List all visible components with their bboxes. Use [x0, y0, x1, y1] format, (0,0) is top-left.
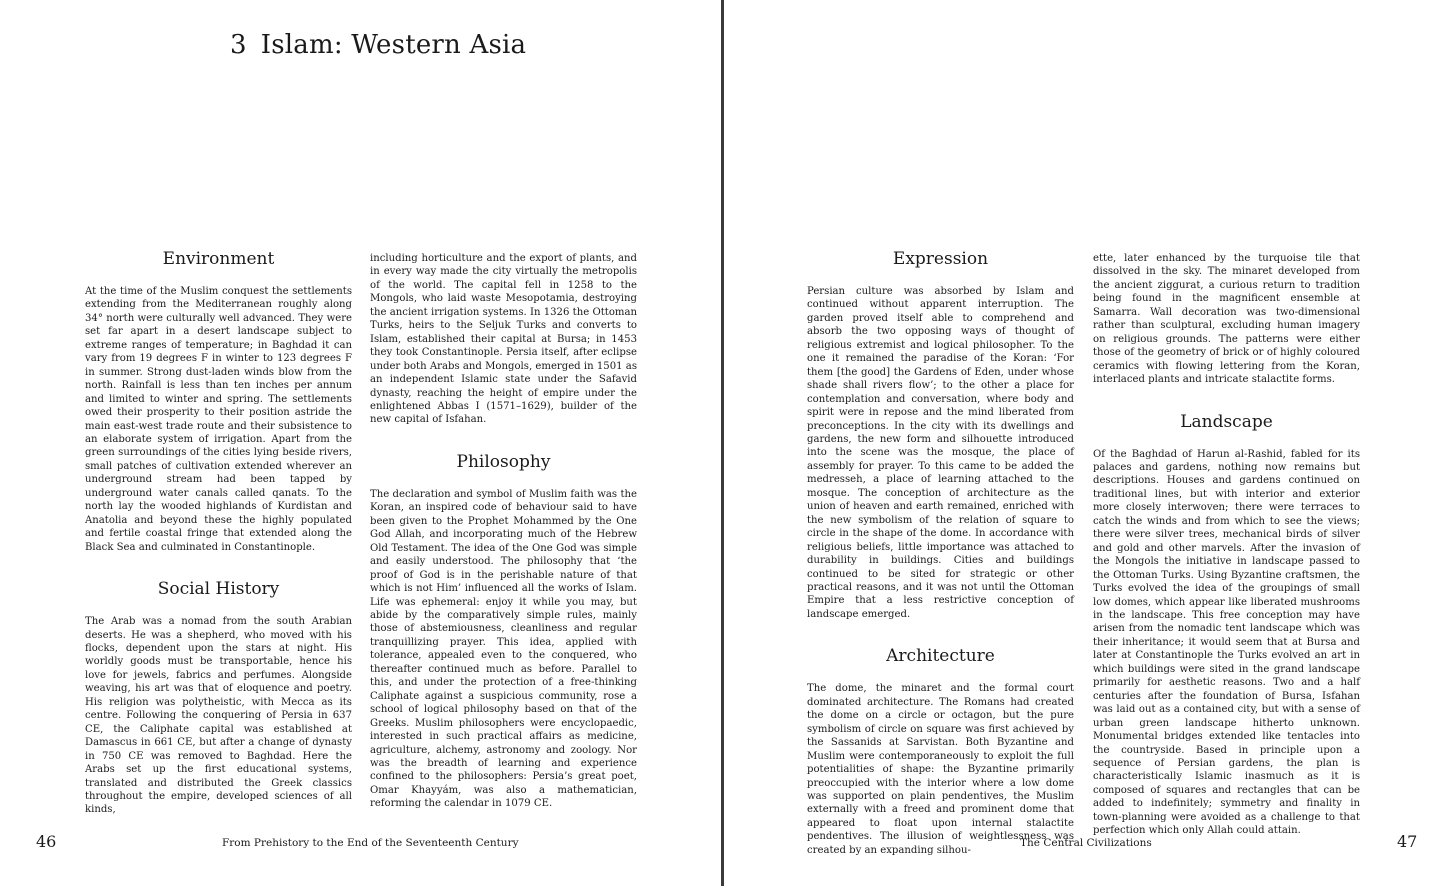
social-history-continued: including horticulture and the export of plants, and in every way made the city virtually the metropolis of the world. The capital fell in 1258 to the Mongols, who laid waste Mesopotamia, destroying the ancient irrigation systems. In 1326 the Ottoman Turks, heirs to the Seljuk Turks and converts to Islam, established their capital at Bursa; in 1453 they took Constantinople. Persia itself, after eclipse under both Arabs and Mongols, emerged in 1501 as an independent Islamic state under the Safavid dynasty, reaching the height of empire under the enlightened Abbas I (1571–1629), builder of the new capital of Isfahan.	[370, 253, 637, 426]
right-page	[724, 0, 1445, 886]
expression-text: Persian culture was absorbed by Islam and continued without apparent interruption. The garden proved itself able to comprehend and absorb the two opposing ways of thought of religious extremist and logical philosopher. To the one it remained the paradise of the Koran: ‘For them [the good] the Gardens of Eden, under whose shade shall rivers flow’; to the other a place for contemplation and conversation, where body and spirit were in repose and the mind liberated from preconceptions. In the city with its dwellings and gardens, the new form and silhouette introduced into the scene was the mosque, the place of assembly for prayer. To this came to be added the medresseh, a place of learning attached to the mosque. The conception of architecture as the union of heaven and earth remained, enriched with the new symbolism of the relation of square to circle in the shape of the dome. In accordance with religious beliefs, little importance was attached to durability in buildings. Cities and buildings continued to be sited for strategic or other practical reasons, and it was not until the Ottoman Empire that a less restrictive conception of landscape emerged.	[807, 286, 1074, 620]
right-column-2	[1093, 252, 1360, 838]
social-history-heading: Social History	[157, 579, 280, 600]
page-number-left: 46	[36, 832, 57, 851]
environment-heading: Environment	[162, 249, 275, 269]
architecture-heading: Architecture	[886, 646, 995, 667]
chapter-number: 3	[230, 30, 247, 60]
social-history-text: The Arab was a nomad from the south Arabian deserts. He was a shepherd, who moved with his flocks, dependent upon the stars at night. His worldly goods must be transportable, hence his love for jewels, fabrics and perfumes. Alongside weaving, his art was that of eloquence and poetry. His religion was polytheistic, with Mecca as its centre. Following the conquering of Persia in 637 CE, the Caliphate capital was established at Damascus in 661 CE, but after a change of dynasty in 750 CE was removed to Baghdad. Here the Arabs set up the first educational systems, translated and distributed the Greek classics throughout the empire, developed sciences of all kinds,	[85, 616, 352, 816]
page-number-right: 47	[1397, 832, 1418, 851]
left-column-2	[370, 252, 637, 811]
right-column-1	[807, 248, 1074, 857]
landscape-heading: Landscape	[1180, 411, 1273, 432]
left-page	[0, 0, 721, 886]
architecture-continued: ette, later enhanced by the turquoise tile that dissolved in the sky. The minaret developed from the ancient ziggurat, a curious return to tradition being found in the magnificent ensemble at Samarra. Wall decoration was two-dimensional rather than sculptural, excluding human imagery on religious grounds. The patterns were either those of the geometry of brick or of highly coloured ceramics with flowing lettering from the Koran, interlaced plants and intricate stalactite forms.	[1093, 253, 1360, 386]
philosophy-heading: Philosophy	[456, 451, 551, 472]
expression-heading: Expression	[892, 249, 989, 269]
running-head-right: The Central Civilizations	[1020, 837, 1152, 849]
landscape-text: Of the Baghdad of Harun al-Rashid, fabled for its palaces and gardens, nothing now remains but descriptions. Houses and gardens continued on traditional lines, but with interior and exterior more closely interwoven; there were terraces to catch the winds and from which to see the views; there were silver trees, mechanical birds of silver and gold and other marvels. After the invasion of the Mongols the initiative in landscape passed to the Ottoman Turks. Using Byzantine craftsmen, the Turks evolved the idea of the groupings of small low domes, which appear like liberated mushrooms in the landscape. This free conception may have arisen from the nomadic tent landscape which was their inheritance; it would seem that at Bursa and later at Constantinople the Turks evolved an art in which buildings were sited in the grand landscape primarily for aesthetic reasons. Two and a half centuries after the foundation of Bursa, Isfahan was laid out as a contained city, but with a sense of urban green landscape hitherto unknown. Monumental bridges extended like tentacles into the countryside. Based in principle upon a sequence of Persian gardens, the plan is characteristically Islamic inasmuch as it is composed of squares and rectangles that can be added to indefinitely; symmetry and finality in town-planning were avoided as a challenge to that perfection which only Allah could attain.	[1093, 448, 1360, 837]
philosophy-text: The declaration and symbol of Muslim faith was the Koran, an inspired code of behaviour said to have been given to the Prophet Mohammed by the One God Allah, and incorporating much of the Hebrew Old Testament. The idea of the One God was simple and easily understood. The philosophy that ‘the proof of God is in the perishable nature of that which is not Him’ influenced all the works of Islam. Life was ephemeral: enjoy it while you may, but abide by the comparatively simple rules, mainly those of abstemiousness, cleanliness and regular tranquillizing prayer. This idea, applied with tolerance, appealed even to the conquered, who thereafter continued much as before. Parallel to this, and under the protection of a free-thinking Caliphate against a suspicious community, rose a school of logical philosophy based on that of the Greeks. Muslim philosophers were encyclopaedic, interested in such practical affairs as medicine, agriculture, alchemy, astronomy and zoology. Nor was the breadth of learning and experience confined to the philosophers: Persia’s great poet, Omar Khayyám, was also a mathematician, reforming the calendar in 1079 CE.	[370, 488, 637, 810]
running-head-left: From Prehistory to the End of the Seventeenth Century	[222, 837, 519, 849]
chapter-title	[230, 30, 526, 60]
left-column-1	[85, 248, 352, 817]
chapter-title-text: Islam: Western Asia	[260, 30, 527, 60]
architecture-text: The dome, the minaret and the formal court dominated architecture. The Romans had created the dome on a circle or octagon, but the pure symbolism of circle on square was first achieved by the Sassanids at Sarvistan. Both Byzantine and Muslim were contemporaneously to exploit the full potentialities of shape: the Byzantine primarily preoccupied with the interior where a low dome was supported on plain pendentives, the Muslim externally with a freed and prominent dome that appeared to float upon internal stalactite pendentives. The illusion of weightlessness was created by an expanding silhou-	[807, 683, 1074, 856]
environment-text: At the time of the Muslim conquest the settlements extending from the Mediterranean roughly along 34° north were culturally well advanced. They were set far apart in a desert landscape subject to extreme ranges of temperature; in Baghdad it can vary from 19 degrees F in winter to 123 degrees F in summer. Strong dust-laden winds blow from the north. Rainfall is less than ten inches per annum and limited to winter and spring. The settlements owed their prosperity to their position astride the main east-west trade route and their subsistence to an elaborate system of irrigation. Apart from the green surroundings of the cities lying beside rivers, small patches of cultivation extended wherever an underground stream had been tapped by underground water canals called qanats. To the north lay the wooded highlands of Kurdistan and Anatolia and beyond these the highly populated and fertile coastal fringe that extended along the Black Sea and culminated in Constantinople.	[85, 286, 352, 553]
